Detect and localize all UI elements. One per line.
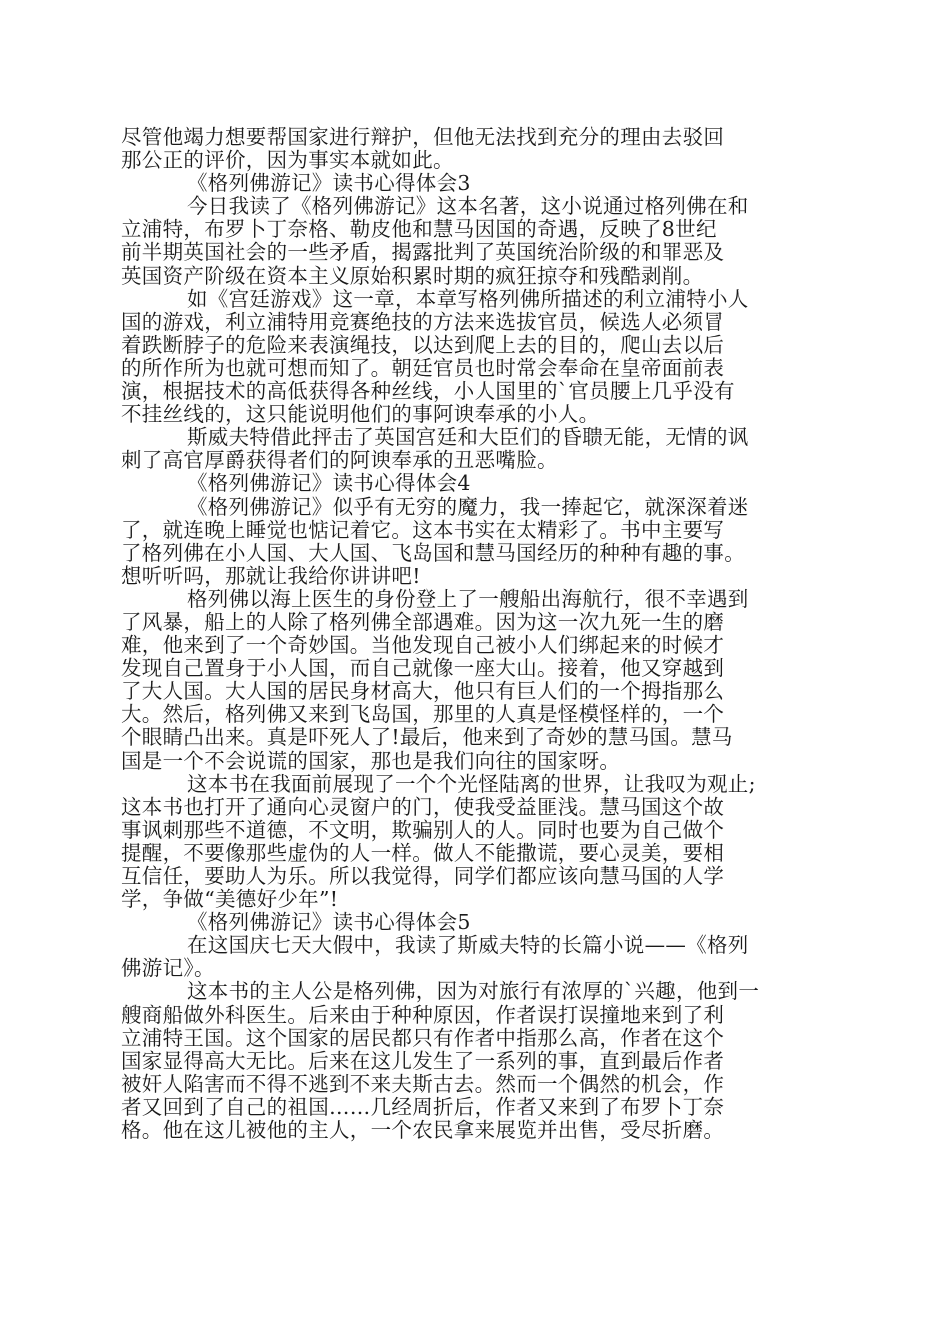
- text-line: 国是一个不会说谎的国家，那也是我们向往的国家呀。: [121, 748, 621, 773]
- text-line: 演，根据技术的高低获得各种丝线，小人国里的`官员腰上几乎没有: [121, 379, 735, 404]
- text-line: 学，争做“美德好少年”!: [121, 887, 339, 912]
- text-line: 国的游戏，利立浦特用竞赛绝技的方法来选拔官员，候选人必须冒: [121, 309, 725, 334]
- text-line: 《格列佛游记》似乎有无穷的魔力，我一捧起它，就深深着迷: [187, 494, 749, 519]
- text-line: 想听听吗，那就让我给你讲讲吧!: [121, 563, 421, 588]
- text-line: 了大人国。大人国的居民身材高大，他只有巨人们的一个拇指那么: [121, 679, 725, 704]
- text-line: 互信任，要助人为乐。所以我觉得，同学们都应该向慧马国的人学: [121, 864, 725, 888]
- text-line: 刺了高官厚爵获得者们的阿谀奉承的丑恶嘴脸。: [121, 448, 558, 473]
- text-line: 这本书在我面前展现了一个个光怪陆离的世界，让我叹为观止;: [187, 771, 756, 796]
- text-line: 提醒，不要像那些虚伪的人一样。做人不能撒谎，要心灵美，要相: [121, 840, 725, 865]
- text-line: 前半期英国社会的一些矛盾，揭露批判了英国统治阶级的和罪恶及: [121, 240, 725, 265]
- text-line: 者又回到了自己的祖国……几经周折后，作者又来到了布罗卜丁奈: [121, 1094, 725, 1119]
- text-line: 格。他在这儿被他的主人，一个农民拿来展览并出售，受尽折磨。: [121, 1118, 725, 1143]
- text-line: 斯威夫特借此抨击了英国宫廷和大臣们的昏聩无能，无情的讽: [187, 425, 749, 450]
- text-line: 如《宫廷游戏》这一章，本章写格列佛所描述的利立浦特小人: [187, 286, 749, 311]
- text-line: 格列佛以海上医生的身份登上了一艘船出海航行，很不幸遇到: [187, 586, 749, 611]
- text-line: 立浦特，布罗卜丁奈格、勒皮他和慧马因国的奇遇，反映了8世纪: [121, 217, 717, 242]
- text-line: 那公正的评价，因为事实本就如此。: [121, 148, 454, 173]
- text-line: 在这国庆七天大假中，我读了斯威夫特的长篇小说——《格列: [187, 933, 749, 958]
- text-line: 被奸人陷害而不得不逃到不来夫斯古去。然而一个偶然的机会，作: [121, 1071, 725, 1096]
- text-line: 大。然后，格列佛又来到飞岛国，那里的人真是怪模怪样的，一个: [121, 702, 725, 727]
- text-line: 个眼睛凸出来。真是吓死人了!最后，他来到了奇妙的慧马国。慧马: [121, 725, 733, 750]
- text-line: 了格列佛在小人国、大人国、飞岛国和慧马国经历的种种有趣的事。: [121, 540, 745, 565]
- text-line: 艘商船做外科医生。后来由于种种原因，作者误打误撞地来到了利: [121, 1002, 725, 1027]
- text-line: 立浦特王国。这个国家的居民都只有作者中指那么高，作者在这个: [121, 1025, 725, 1050]
- text-line: 英国资产阶级在资本主义原始积累时期的疯狂掠夺和残酷剥削。: [121, 263, 704, 288]
- text-line: 尽管他竭力想要帮国家进行辩护，但他无法找到充分的理由去驳回: [121, 125, 725, 149]
- text-line: 国家显得高大无比。后来在这儿发生了一系列的事，直到最后作者: [121, 1048, 725, 1073]
- text-line: 《格列佛游记》读书心得体会3: [187, 171, 471, 196]
- text-line: 发现自己置身于小人国，而自己就像一座大山。接着，他又穿越到: [121, 656, 725, 681]
- text-line: 了，就连晚上睡觉也惦记着它。这本书实在太精彩了。书中主要写: [121, 517, 725, 542]
- text-line: 难，他来到了一个奇妙国。当他发现自己被小人们绑起来的时候才: [121, 633, 725, 658]
- text-line: 《格列佛游记》读书心得体会5: [187, 910, 471, 935]
- text-line: 着跌断脖子的危险来表演绳技，以达到爬上去的目的，爬山去以后: [121, 332, 725, 357]
- text-line: 佛游记》。: [121, 956, 215, 981]
- text-line: 这本书也打开了通向心灵窗户的门，使我受益匪浅。慧马国这个故: [121, 794, 725, 819]
- text-line: 不挂丝线的，这只能说明他们的事阿谀奉承的小人。: [121, 402, 600, 427]
- text-line: 的所作所为也就可想而知了。朝廷官员也时常会奉命在皇帝面前表: [121, 355, 725, 380]
- text-line: 今日我读了《格列佛游记》这本名著，这小说通过格列佛在和: [187, 194, 749, 219]
- text-line: 这本书的主人公是格列佛，因为对旅行有浓厚的`兴趣，他到一: [187, 979, 760, 1004]
- document-body: [121, 126, 829, 1142]
- text-line: 事讽刺那些不道德，不文明，欺骗别人的人。同时也要为自己做个: [121, 817, 725, 842]
- text-line: 了风暴，船上的人除了格列佛全部遇难。因为这一次九死一生的磨: [121, 609, 725, 634]
- text-line: 《格列佛游记》读书心得体会4: [187, 471, 471, 496]
